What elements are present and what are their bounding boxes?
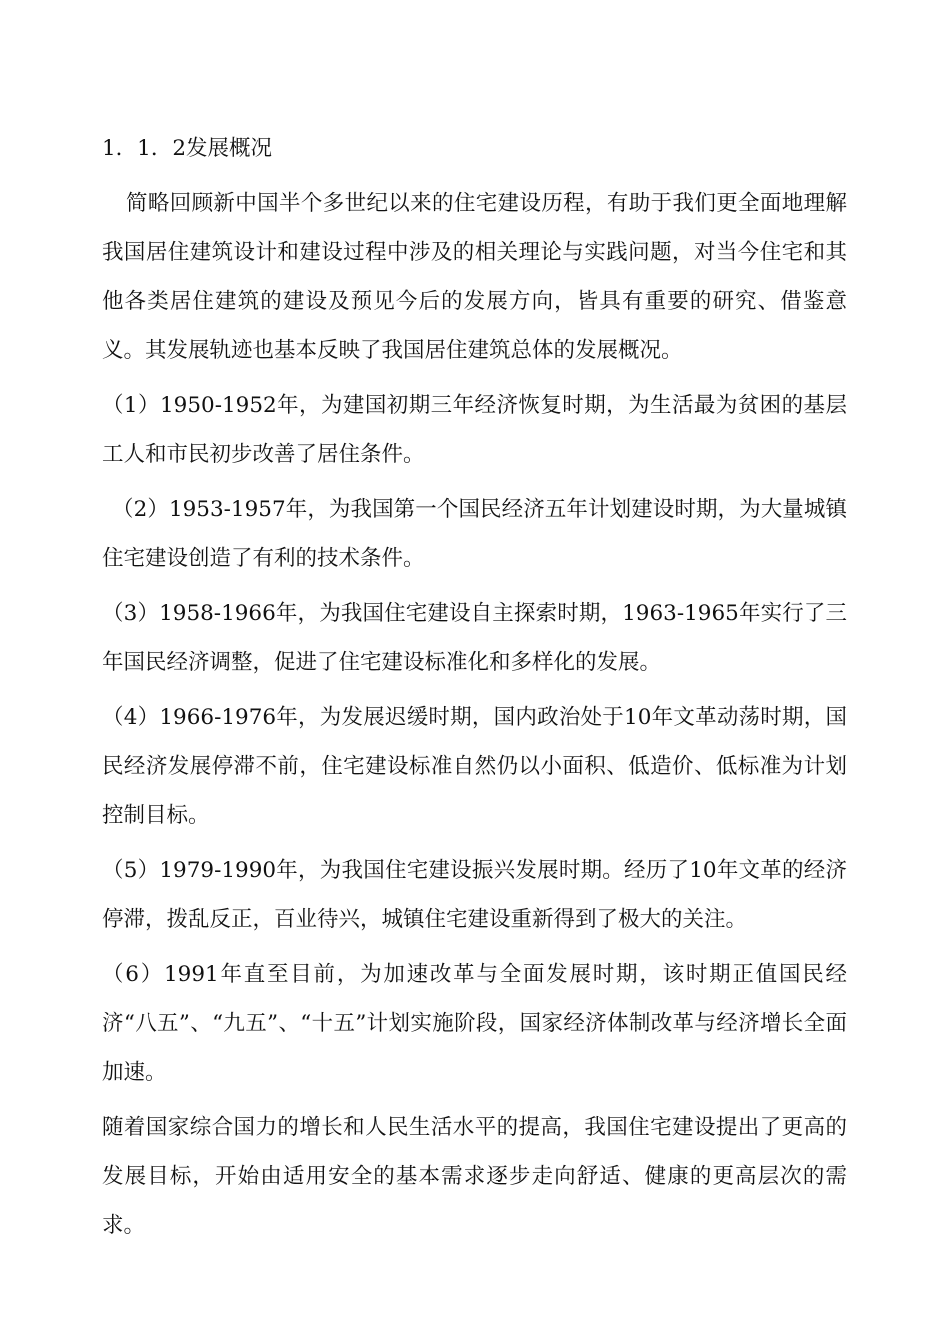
period-item-5: （5）1979-1990年，为我国住宅建设振兴发展时期。经历了10年文革的经济停滞，拨乱反正，百业待兴，城镇住宅建设重新得到了极大的关注。 — [102, 858, 847, 932]
period-item-6: （6）1991年直至目前，为加速改革与全面发展时期，该时期正值国民经济“八五”、“九五”、“十五”计划实施阶段，国家经济体制改革与经济增长全面加速。 — [102, 962, 847, 1085]
period-item-2: （2）1953-1957年，为我国第一个国民经济五年计划建设时期，为大量城镇住宅建设创造了有利的技术条件。 — [102, 497, 847, 571]
document-body — [102, 124, 847, 1256]
period-item-3: （3）1958-1966年，为我国住宅建设自主探索时期，1963-1965年实行了三年国民经济调整，促进了住宅建设标准化和多样化的发展。 — [102, 601, 847, 675]
intro-paragraph: 简略回顾新中国半个多世纪以来的住宅建设历程，有助于我们更全面地理解我国居住建筑设计和建设过程中涉及的相关理论与实践问题，对当今住宅和其他各类居住建筑的建设及预见今后的发展方向，皆具有重要的研究、借鉴意义。其发展轨迹也基本反映了我国居住建筑总体的发展概况。 — [102, 191, 847, 363]
section-heading: 1．1．2发展概况 — [102, 136, 273, 161]
period-item-4: （4）1966-1976年，为发展迟缓时期，国内政治处于10年文革动荡时期，国民经济发展停滞不前，住宅建设标准自然仍以小面积、低造价、低标准为计划控制目标。 — [102, 705, 847, 828]
conclusion-paragraph: 随着国家综合国力的增长和人民生活水平的提高，我国住宅建设提出了更高的发展目标，开始由适用安全的基本需求逐步走向舒适、健康的更高层次的需求。 — [102, 1115, 847, 1238]
period-item-1: （1）1950-1952年，为建国初期三年经济恢复时期，为生活最为贫困的基层工人和市民初步改善了居住条件。 — [102, 393, 847, 467]
